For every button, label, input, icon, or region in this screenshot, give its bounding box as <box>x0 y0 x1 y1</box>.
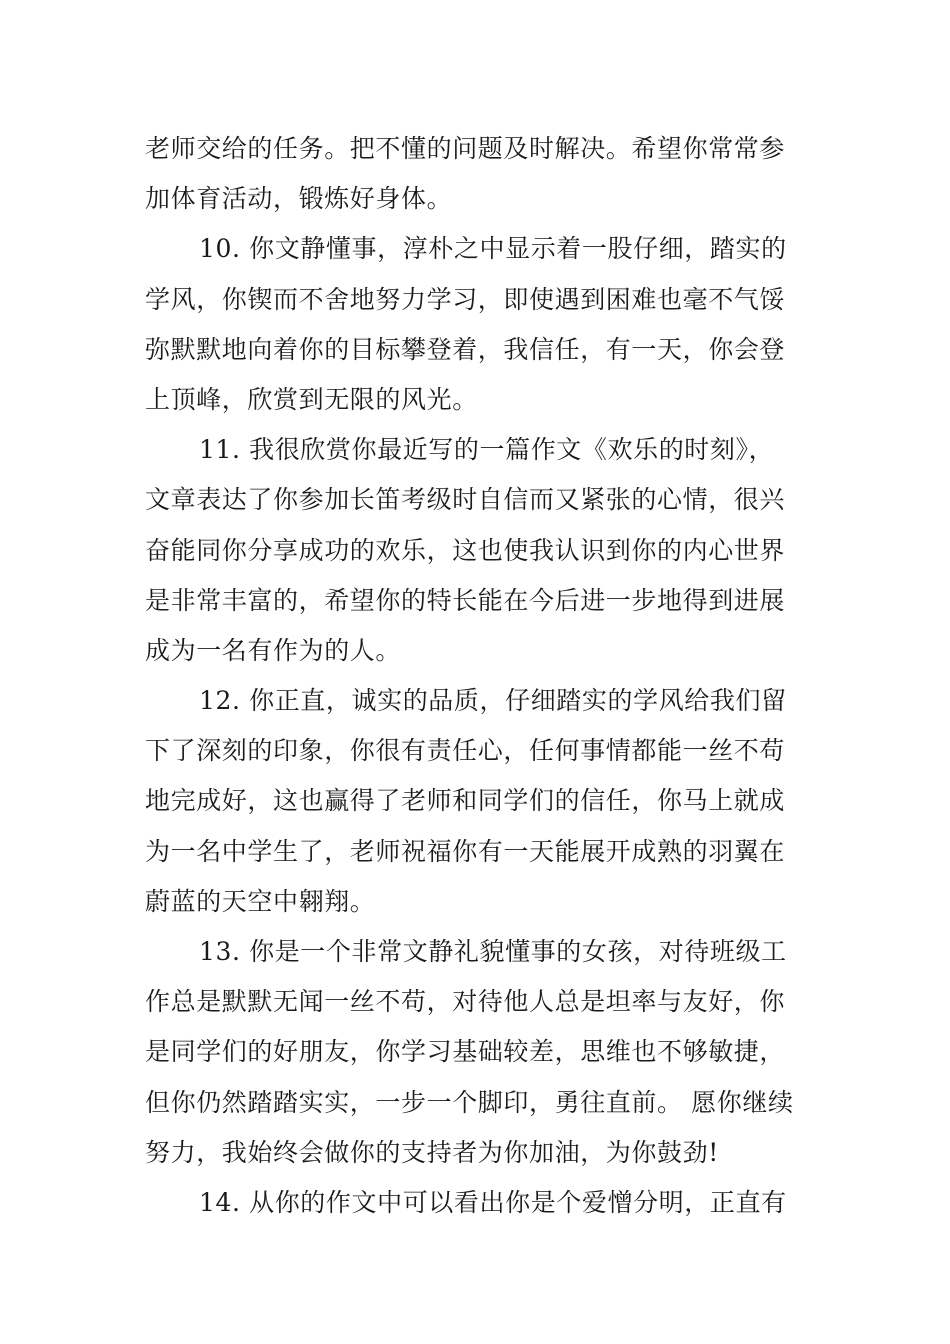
text-line: 文章表达了你参加长笛考级时自信而又紧张的心情，很兴 <box>145 485 786 515</box>
paragraph-10-start: 10. 你文静懂事，淳朴之中显示着一股仔细，踏实的 <box>199 234 787 264</box>
paragraph-14-start: 14. 从你的作文中可以看出你是个爱憎分明，正直有 <box>199 1187 787 1217</box>
text-line: 作总是默默无闻一丝不苟，对待他人总是坦率与友好，你 <box>145 987 786 1017</box>
text-line: 是同学们的好朋友，你学习基础较差，思维也不够敏捷， <box>145 1037 786 1067</box>
text-line: 弥默默地向着你的目标攀登着，我信任，有一天，你会登 <box>145 334 786 364</box>
text-line: 地完成好，这也赢得了老师和同学们的信任，你马上就成 <box>145 786 786 816</box>
text-line: 成为一名有作为的人。 <box>145 635 402 665</box>
text-line: 加体育活动，锻炼好身体。 <box>145 184 453 214</box>
paragraph-12-start: 12. 你正直，诚实的品质，仔细踏实的学风给我们留 <box>199 686 787 716</box>
text-line: 学风，你锲而不舍地努力学习，即使遇到困难也毫不气馁 <box>145 284 786 314</box>
text-line: 老师交给的任务。把不懂的问题及时解决。希望你常常参 <box>145 134 786 163</box>
document-body <box>145 124 810 1228</box>
text-line: 上顶峰，欣赏到无限的风光。 <box>145 384 478 414</box>
text-line: 下了深刻的印象，你很有责任心，任何事情都能一丝不苟 <box>145 736 786 766</box>
text-line: 为一名中学生了，老师祝福你有一天能展开成熟的羽翼在 <box>145 836 786 866</box>
paragraph-13-start: 13. 你是一个非常文静礼貌懂事的女孩，对待班级工 <box>199 937 787 966</box>
text-line: 努力，我始终会做你的支持者为你加油，为你鼓劲! <box>145 1137 719 1167</box>
text-line: 奋能同你分享成功的欢乐，这也使我认识到你的内心世界 <box>145 535 786 565</box>
text-line: 蔚蓝的天空中翱翔。 <box>145 886 376 916</box>
text-line: 但你仍然踏踏实实，一步一个脚印，勇往直前。 愿你继续 <box>145 1087 794 1117</box>
paragraph-11-start: 11. 我很欣赏你最近写的一篇作文《欢乐的时刻》， <box>199 435 775 465</box>
text-line: 是非常丰富的，希望你的特长能在今后进一步地得到进展 <box>145 585 786 615</box>
